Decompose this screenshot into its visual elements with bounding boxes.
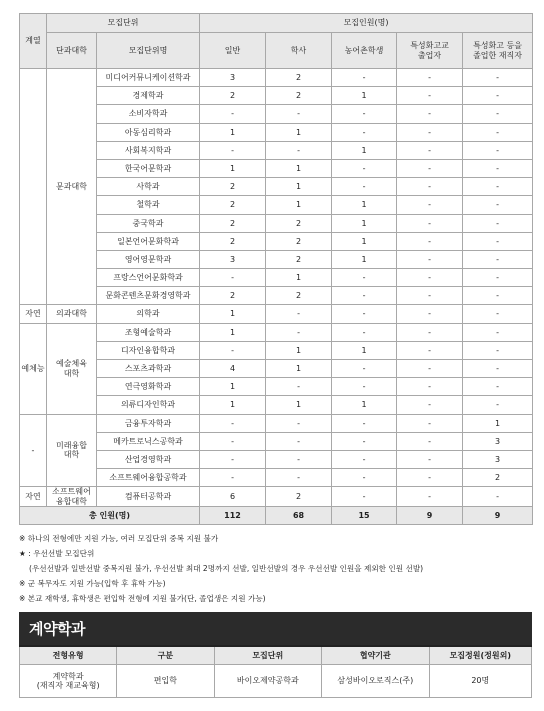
- count-cell-vocational: -: [397, 305, 463, 323]
- admission-quota-table: [19, 13, 533, 525]
- count-cell-employed: -: [463, 214, 533, 232]
- count-cell-rural: 1: [332, 196, 397, 214]
- count-cell-military: 1: [266, 196, 332, 214]
- table-row: [20, 378, 533, 396]
- header-field: 계열: [20, 14, 47, 69]
- count-cell-general: 4: [200, 360, 266, 378]
- count-cell-employed: -: [463, 341, 533, 359]
- header-recruit-count: 모집인원(명): [200, 14, 533, 33]
- count-cell-employed: -: [463, 196, 533, 214]
- count-cell-rural: -: [332, 450, 397, 468]
- count-cell-military: -: [266, 105, 332, 123]
- count-cell-general: 6: [200, 487, 266, 506]
- unit-name-cell: 메카트로닉스공학과: [97, 432, 200, 450]
- notes: [19, 531, 539, 606]
- table-row: [20, 178, 533, 196]
- count-cell-rural: -: [332, 432, 397, 450]
- count-cell-employed: -: [463, 232, 533, 250]
- header-military: 학사: [266, 33, 332, 69]
- count-cell-employed: 3: [463, 432, 533, 450]
- unit-name-cell: 아동심리학과: [97, 123, 200, 141]
- table-row: [20, 250, 533, 268]
- unit-name-cell: 프랑스언어문화학과: [97, 269, 200, 287]
- unit-name-cell: 산업경영학과: [97, 450, 200, 468]
- count-cell-military: 1: [266, 396, 332, 414]
- header-rural: 농어촌학생: [332, 33, 397, 69]
- table-row: [20, 232, 533, 250]
- count-cell-employed: -: [463, 378, 533, 396]
- count-cell-general: 2: [200, 87, 266, 105]
- total-vocational: 9: [397, 506, 463, 524]
- count-cell-general: -: [200, 432, 266, 450]
- unit-name-cell: 소프트웨어융합공학과: [97, 469, 200, 487]
- section-banner: [19, 612, 532, 646]
- count-cell-rural: 1: [332, 141, 397, 159]
- count-cell-vocational: -: [397, 105, 463, 123]
- count-cell-general: 3: [200, 69, 266, 87]
- count-cell-military: -: [266, 305, 332, 323]
- count-cell-employed: -: [463, 159, 533, 177]
- unit-name-cell: 사학과: [97, 178, 200, 196]
- header-vocational-employed: 특성화고 등을 졸업한 재직자: [463, 33, 533, 69]
- count-cell-vocational: -: [397, 159, 463, 177]
- count-cell-military: 2: [266, 69, 332, 87]
- count-cell-vocational: -: [397, 341, 463, 359]
- count-cell-military: 1: [266, 269, 332, 287]
- unit-name-cell: 조형예술학과: [97, 323, 200, 341]
- contract-header: 협약기관: [322, 646, 430, 665]
- unit-name-cell: 금융투자학과: [97, 414, 200, 432]
- table-row: [20, 69, 533, 87]
- count-cell-military: -: [266, 141, 332, 159]
- count-cell-employed: -: [463, 141, 533, 159]
- table-row: [20, 487, 533, 506]
- count-cell-general: -: [200, 341, 266, 359]
- count-cell-general: -: [200, 450, 266, 468]
- count-cell-general: 1: [200, 123, 266, 141]
- college-cell-arts: 예술체육 대학: [47, 323, 97, 414]
- table-row: [20, 323, 533, 341]
- count-cell-rural: -: [332, 360, 397, 378]
- count-cell-general: 2: [200, 214, 266, 232]
- count-cell-vocational: -: [397, 123, 463, 141]
- contract-row: [20, 665, 532, 698]
- count-cell-vocational: -: [397, 469, 463, 487]
- count-cell-military: 1: [266, 123, 332, 141]
- count-cell-vocational: -: [397, 141, 463, 159]
- count-cell-employed: -: [463, 69, 533, 87]
- contract-header: 모집정원(정원외): [429, 646, 531, 665]
- count-cell-military: -: [266, 450, 332, 468]
- table-row: [20, 123, 533, 141]
- count-cell-military: 1: [266, 341, 332, 359]
- count-cell-vocational: -: [397, 487, 463, 506]
- count-cell-general: -: [200, 414, 266, 432]
- count-cell-military: 2: [266, 214, 332, 232]
- count-cell-employed: -: [463, 250, 533, 268]
- unit-name-cell: 일본언어문화학과: [97, 232, 200, 250]
- count-cell-rural: -: [332, 123, 397, 141]
- count-cell-general: 1: [200, 396, 266, 414]
- note-line: ★ : 우선선발 모집단위: [19, 549, 95, 558]
- total-employed: 9: [463, 506, 533, 524]
- contract-header: 구분: [117, 646, 214, 665]
- count-cell-vocational: -: [397, 232, 463, 250]
- unit-name-cell: 한국어문학과: [97, 159, 200, 177]
- field-cell-natural: 자연: [20, 305, 47, 323]
- count-cell-employed: 3: [463, 450, 533, 468]
- count-cell-rural: -: [332, 323, 397, 341]
- count-cell-employed: -: [463, 323, 533, 341]
- section-title: 계약학과: [29, 620, 85, 638]
- college-cell-convergence: 미래융합 대학: [47, 414, 97, 487]
- field-cell-natural-2: 자연: [20, 487, 47, 506]
- unit-name-cell: 미디어커뮤니케이션학과: [97, 69, 200, 87]
- contract-type: 계약학과 (재직자 재교육형): [20, 665, 117, 698]
- count-cell-rural: -: [332, 305, 397, 323]
- unit-name-cell: 연극영화학과: [97, 378, 200, 396]
- table-row: [20, 432, 533, 450]
- college-cell-liberal: 문과대학: [47, 69, 97, 305]
- count-cell-rural: -: [332, 487, 397, 506]
- count-cell-military: 2: [266, 287, 332, 305]
- count-cell-general: 1: [200, 378, 266, 396]
- table-row: [20, 305, 533, 323]
- note-line: ※ 군 복무자도 지원 가능(입학 후 휴학 가능): [19, 579, 166, 588]
- count-cell-vocational: -: [397, 178, 463, 196]
- contract-partner: 삼성바이오로직스(주): [322, 665, 430, 698]
- count-cell-employed: -: [463, 305, 533, 323]
- unit-name-cell: 의류디자인학과: [97, 396, 200, 414]
- table-row: [20, 269, 533, 287]
- count-cell-military: -: [266, 414, 332, 432]
- count-cell-rural: -: [332, 378, 397, 396]
- count-cell-military: -: [266, 432, 332, 450]
- count-cell-general: 2: [200, 196, 266, 214]
- count-cell-vocational: -: [397, 214, 463, 232]
- unit-name-cell: 영어영문학과: [97, 250, 200, 268]
- count-cell-military: 1: [266, 178, 332, 196]
- table-row: [20, 87, 533, 105]
- contract-header: 전형유형: [20, 646, 117, 665]
- unit-name-cell: 스포츠과학과: [97, 360, 200, 378]
- table-row: [20, 341, 533, 359]
- count-cell-employed: -: [463, 396, 533, 414]
- count-cell-vocational: -: [397, 414, 463, 432]
- table-row: [20, 105, 533, 123]
- count-cell-general: 1: [200, 159, 266, 177]
- count-cell-general: 2: [200, 178, 266, 196]
- unit-name-cell: 의학과: [97, 305, 200, 323]
- count-cell-vocational: -: [397, 69, 463, 87]
- count-cell-vocational: -: [397, 196, 463, 214]
- count-cell-employed: -: [463, 87, 533, 105]
- count-cell-rural: -: [332, 414, 397, 432]
- count-cell-vocational: -: [397, 450, 463, 468]
- table-row: [20, 214, 533, 232]
- count-cell-vocational: -: [397, 269, 463, 287]
- header-unit-name: 모집단위명: [97, 33, 200, 69]
- table-row: [20, 469, 533, 487]
- count-cell-vocational: -: [397, 396, 463, 414]
- count-cell-general: -: [200, 269, 266, 287]
- count-cell-general: 3: [200, 250, 266, 268]
- count-cell-rural: 1: [332, 87, 397, 105]
- unit-name-cell: 철학과: [97, 196, 200, 214]
- count-cell-employed: -: [463, 360, 533, 378]
- count-cell-rural: -: [332, 269, 397, 287]
- count-cell-general: 2: [200, 232, 266, 250]
- count-cell-vocational: -: [397, 250, 463, 268]
- field-cell-humanities: [20, 69, 47, 305]
- count-cell-rural: 1: [332, 232, 397, 250]
- count-cell-general: -: [200, 105, 266, 123]
- count-cell-employed: -: [463, 178, 533, 196]
- note-line: (우선선발과 일반선발 중복지원 불가, 우선선발 최대 2명까지 선발, 일반선발의 경우 우선선발 인원을 제외한 인원 선발): [29, 564, 424, 573]
- count-cell-general: 1: [200, 305, 266, 323]
- college-cell-software: 소프트웨어 융합대학: [47, 487, 97, 506]
- unit-name-cell: 사회복지학과: [97, 141, 200, 159]
- count-cell-military: 1: [266, 159, 332, 177]
- contract-header: 모집단위: [214, 646, 322, 665]
- table-row: [20, 450, 533, 468]
- count-cell-vocational: -: [397, 87, 463, 105]
- header-vocational: 특성화고교 출업자: [397, 33, 463, 69]
- count-cell-rural: -: [332, 287, 397, 305]
- table-row: [20, 159, 533, 177]
- count-cell-employed: -: [463, 487, 533, 506]
- contract-table: [19, 645, 532, 698]
- count-cell-rural: 1: [332, 250, 397, 268]
- unit-name-cell: 경제학과: [97, 87, 200, 105]
- unit-name-cell: 디자인융합학과: [97, 341, 200, 359]
- college-cell-medical: 의과대학: [47, 305, 97, 323]
- unit-name-cell: 소비자학과: [97, 105, 200, 123]
- total-military: 68: [266, 506, 332, 524]
- count-cell-military: 2: [266, 232, 332, 250]
- count-cell-military: -: [266, 378, 332, 396]
- count-cell-vocational: -: [397, 360, 463, 378]
- count-cell-rural: -: [332, 105, 397, 123]
- unit-name-cell: 문화콘텐츠문화경영학과: [97, 287, 200, 305]
- count-cell-rural: -: [332, 159, 397, 177]
- count-cell-military: -: [266, 323, 332, 341]
- count-cell-rural: -: [332, 469, 397, 487]
- header-recruit-unit: 모집단위: [47, 14, 200, 33]
- count-cell-vocational: -: [397, 432, 463, 450]
- count-cell-military: 1: [266, 360, 332, 378]
- unit-name-cell: 중국학과: [97, 214, 200, 232]
- total-rural: 15: [332, 506, 397, 524]
- header-college: 단과대학: [47, 33, 97, 69]
- count-cell-general: 1: [200, 323, 266, 341]
- unit-name-cell: 컴퓨터공학과: [97, 487, 200, 506]
- total-general: 112: [200, 506, 266, 524]
- count-cell-military: 2: [266, 487, 332, 506]
- count-cell-employed: -: [463, 269, 533, 287]
- count-cell-military: 2: [266, 250, 332, 268]
- field-cell-dash: -: [20, 414, 47, 487]
- contract-quota: 20명: [429, 665, 531, 698]
- header-general: 일반: [200, 33, 266, 69]
- table-row: [20, 360, 533, 378]
- table-row: [20, 196, 533, 214]
- count-cell-rural: -: [332, 178, 397, 196]
- total-label: 총 인원(명): [20, 506, 200, 524]
- total-row: [20, 506, 533, 524]
- contract-category: 편입학: [117, 665, 214, 698]
- count-cell-military: -: [266, 469, 332, 487]
- note-line: ※ 본교 재학생, 휴학생은 편입학 전형에 지원 불가(단, 졸업생은 지원 가능): [19, 594, 266, 603]
- table-row: [20, 396, 533, 414]
- count-cell-vocational: -: [397, 323, 463, 341]
- table-row: [20, 287, 533, 305]
- count-cell-general: 2: [200, 287, 266, 305]
- count-cell-employed: -: [463, 123, 533, 141]
- field-cell-arts: 예체능: [20, 323, 47, 414]
- count-cell-rural: 1: [332, 341, 397, 359]
- contract-unit: 바이오제약공학과: [214, 665, 322, 698]
- count-cell-rural: -: [332, 69, 397, 87]
- count-cell-military: 2: [266, 87, 332, 105]
- count-cell-rural: 1: [332, 396, 397, 414]
- table-row: [20, 414, 533, 432]
- table-row: [20, 141, 533, 159]
- count-cell-vocational: -: [397, 287, 463, 305]
- count-cell-general: -: [200, 141, 266, 159]
- count-cell-general: -: [200, 469, 266, 487]
- count-cell-employed: 2: [463, 469, 533, 487]
- note-line: ※ 하나의 전형에만 지원 가능, 여러 모집단위 중복 지원 불가: [19, 534, 219, 543]
- count-cell-employed: -: [463, 287, 533, 305]
- count-cell-vocational: -: [397, 378, 463, 396]
- count-cell-employed: -: [463, 105, 533, 123]
- count-cell-rural: 1: [332, 214, 397, 232]
- count-cell-employed: 1: [463, 414, 533, 432]
